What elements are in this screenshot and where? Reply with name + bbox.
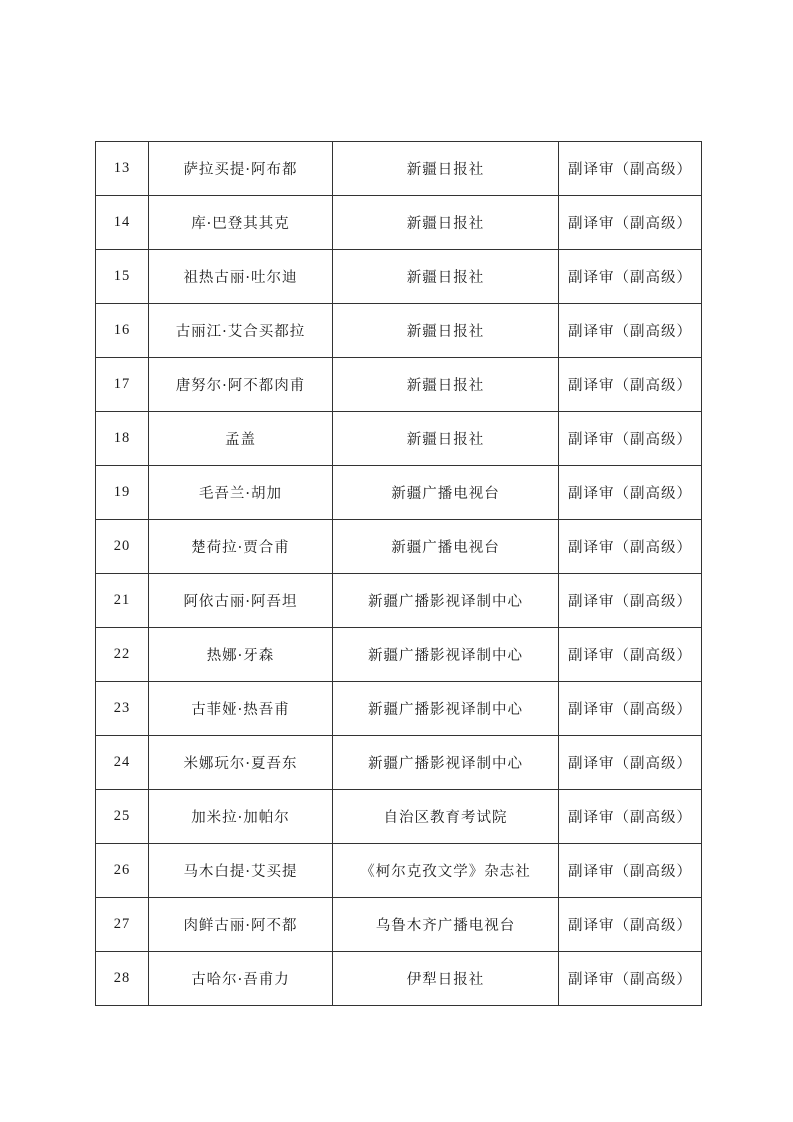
table-row — [96, 520, 702, 574]
person-name: 唐努尔·阿不都肉甫 — [149, 358, 333, 412]
person-name: 古哈尔·吾甫力 — [149, 952, 333, 1006]
organization: 新疆广播电视台 — [333, 520, 559, 574]
table-row — [96, 358, 702, 412]
person-name: 萨拉买提·阿布都 — [149, 142, 333, 196]
row-number: 24 — [96, 736, 149, 790]
organization: 新疆日报社 — [333, 412, 559, 466]
person-name: 孟盖 — [149, 412, 333, 466]
organization: 《柯尔克孜文学》杂志社 — [333, 844, 559, 898]
professional-title: 副译审（副高级） — [559, 574, 702, 628]
table-row — [96, 682, 702, 736]
organization: 新疆广播影视译制中心 — [333, 736, 559, 790]
organization: 新疆日报社 — [333, 358, 559, 412]
organization: 伊犁日报社 — [333, 952, 559, 1006]
person-name: 加米拉·加帕尔 — [149, 790, 333, 844]
table-row — [96, 844, 702, 898]
row-number: 20 — [96, 520, 149, 574]
organization: 新疆日报社 — [333, 196, 559, 250]
organization: 新疆广播影视译制中心 — [333, 574, 559, 628]
row-number: 25 — [96, 790, 149, 844]
row-number: 13 — [96, 142, 149, 196]
organization: 自治区教育考试院 — [333, 790, 559, 844]
row-number: 26 — [96, 844, 149, 898]
person-name: 毛吾兰·胡加 — [149, 466, 333, 520]
organization: 新疆日报社 — [333, 250, 559, 304]
person-name: 热娜·牙森 — [149, 628, 333, 682]
organization: 新疆日报社 — [333, 142, 559, 196]
organization: 新疆广播电视台 — [333, 466, 559, 520]
organization: 乌鲁木齐广播电视台 — [333, 898, 559, 952]
professional-title: 副译审（副高级） — [559, 790, 702, 844]
professional-title: 副译审（副高级） — [559, 898, 702, 952]
table-row — [96, 466, 702, 520]
professional-title: 副译审（副高级） — [559, 520, 702, 574]
table-row — [96, 142, 702, 196]
row-number: 22 — [96, 628, 149, 682]
table-row — [96, 196, 702, 250]
row-number: 18 — [96, 412, 149, 466]
table-row — [96, 304, 702, 358]
professional-title: 副译审（副高级） — [559, 142, 702, 196]
row-number: 15 — [96, 250, 149, 304]
organization: 新疆广播影视译制中心 — [333, 682, 559, 736]
table-row — [96, 790, 702, 844]
table-row — [96, 898, 702, 952]
roster-table — [95, 141, 702, 1006]
table-row — [96, 574, 702, 628]
table-row — [96, 736, 702, 790]
person-name: 阿依古丽·阿吾坦 — [149, 574, 333, 628]
table-row — [96, 250, 702, 304]
professional-title: 副译审（副高级） — [559, 952, 702, 1006]
row-number: 27 — [96, 898, 149, 952]
organization: 新疆广播影视译制中心 — [333, 628, 559, 682]
person-name: 楚荷拉·贾合甫 — [149, 520, 333, 574]
professional-title: 副译审（副高级） — [559, 628, 702, 682]
person-name: 马木白提·艾买提 — [149, 844, 333, 898]
person-name: 米娜玩尔·夏吾东 — [149, 736, 333, 790]
roster-table-body — [96, 142, 702, 1006]
professional-title: 副译审（副高级） — [559, 466, 702, 520]
table-row — [96, 628, 702, 682]
person-name: 祖热古丽·吐尔迪 — [149, 250, 333, 304]
professional-title: 副译审（副高级） — [559, 682, 702, 736]
professional-title: 副译审（副高级） — [559, 736, 702, 790]
table-row — [96, 412, 702, 466]
person-name: 古菲娅·热吾甫 — [149, 682, 333, 736]
person-name: 古丽江·艾合买都拉 — [149, 304, 333, 358]
row-number: 28 — [96, 952, 149, 1006]
professional-title: 副译审（副高级） — [559, 358, 702, 412]
person-name: 肉鲜古丽·阿不都 — [149, 898, 333, 952]
table-row — [96, 952, 702, 1006]
row-number: 19 — [96, 466, 149, 520]
row-number: 16 — [96, 304, 149, 358]
professional-title: 副译审（副高级） — [559, 304, 702, 358]
professional-title: 副译审（副高级） — [559, 250, 702, 304]
professional-title: 副译审（副高级） — [559, 196, 702, 250]
row-number: 14 — [96, 196, 149, 250]
row-number: 17 — [96, 358, 149, 412]
organization: 新疆日报社 — [333, 304, 559, 358]
row-number: 23 — [96, 682, 149, 736]
person-name: 库·巴登其其克 — [149, 196, 333, 250]
row-number: 21 — [96, 574, 149, 628]
professional-title: 副译审（副高级） — [559, 412, 702, 466]
professional-title: 副译审（副高级） — [559, 844, 702, 898]
